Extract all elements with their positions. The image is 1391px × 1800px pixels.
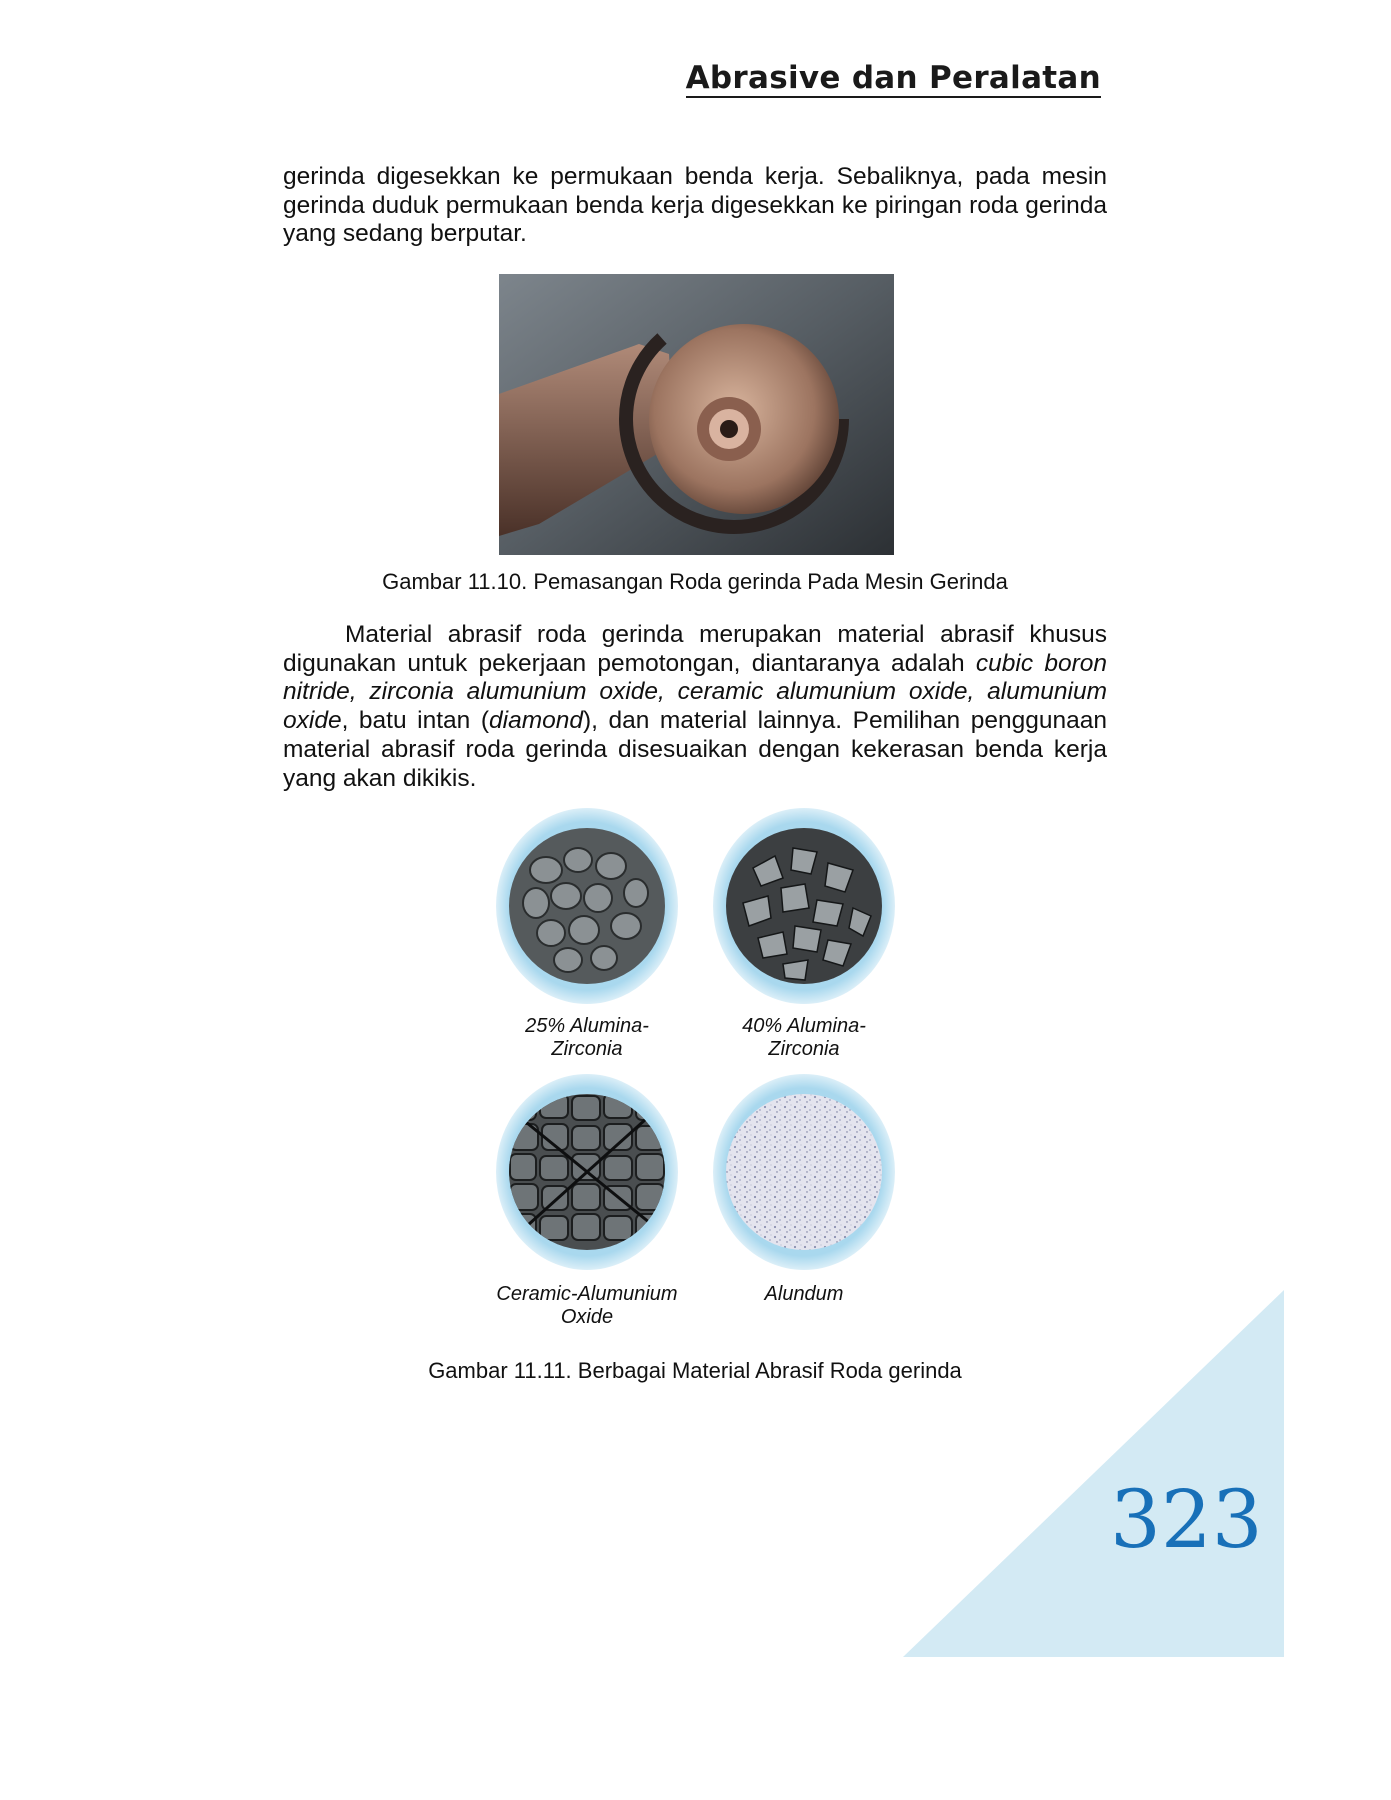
material-label-4: Alundum [764, 1283, 844, 1305]
figure-1-caption: Gambar 11.10. Pemasangan Roda gerinda Pada Mesin Gerinda [382, 569, 1008, 594]
page-header-title: Abrasive dan Peralatan [685, 60, 1101, 96]
material-image-alumina-zirconia-25 [496, 808, 678, 1004]
material-label-1: 25% Alumina- Zirconia [525, 1015, 649, 1060]
material-image-alumina-zirconia-40 [713, 808, 895, 1004]
material-label-3: Ceramic-Alumunium Oxide [496, 1283, 678, 1328]
grinder-photo [499, 274, 894, 555]
figure-2-caption: Gambar 11.11. Berbagai Material Abrasif Roda gerinda [428, 1358, 962, 1383]
material-image-ceramic-alumunium-oxide [496, 1074, 678, 1270]
paragraph-1: gerinda digesekkan ke permukaan benda kerja. Sebaliknya, pada mesin gerinda duduk permukaan benda kerja digesekkan ke piringan roda gerinda yang sedang berputar. [283, 163, 1107, 248]
page-number: 323 [1110, 1473, 1263, 1566]
material-label-2: 40% Alumina- Zirconia [742, 1015, 866, 1060]
paragraph-2: Material abrasif roda gerinda merupakan material abrasif khusus digunakan untuk pekerjaan pemotongan, diantaranya adalah cubic boron nitride, zirconia alumunium oxide, ceramic alumunium oxide, alumunium oxide, batu intan (diamond), dan material lainnya. Pemilihan penggunaan material abrasif roda gerinda disesuaikan dengan kekerasan benda kerja yang akan dikikis. [283, 621, 1108, 792]
material-image-alundum [713, 1074, 895, 1270]
